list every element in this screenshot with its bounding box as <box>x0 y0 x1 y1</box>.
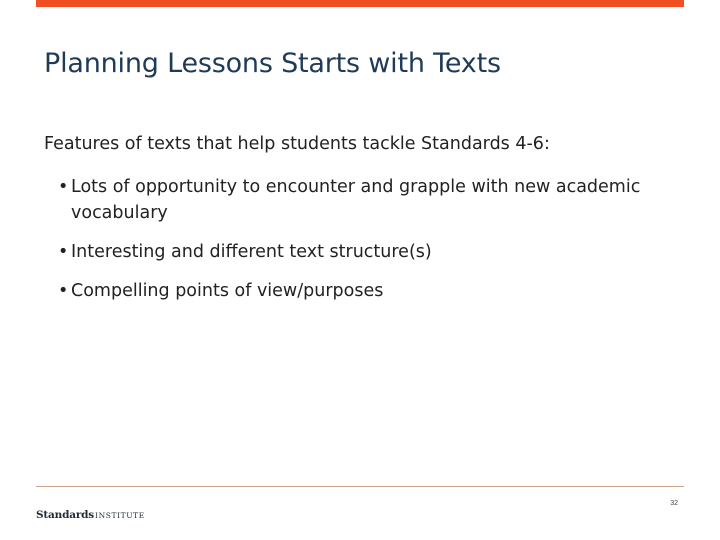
list-item <box>58 174 668 226</box>
top-accent-bar <box>36 0 684 7</box>
standards-institute-logo <box>36 505 145 523</box>
bullet-text: Compelling points of view/purposes <box>71 281 384 301</box>
bullet-icon: • <box>58 177 69 197</box>
bullet-icon: • <box>58 281 69 301</box>
bullet-text: Lots of opportunity to encounter and grapple with new academic vocabulary <box>71 177 641 223</box>
list-item <box>58 278 668 304</box>
bullet-icon: • <box>58 242 69 262</box>
logo-sub-text: INSTITUTE <box>95 511 145 520</box>
page-number: 32 <box>670 500 678 507</box>
slide-title: Planning Lessons Starts with Texts <box>44 48 501 79</box>
footer-divider <box>36 486 684 487</box>
bullet-text: Interesting and different text structure(s) <box>71 242 432 262</box>
intro-text: Features of texts that help students tackle Standards 4-6: <box>44 134 550 154</box>
logo-main-text: Standards <box>36 509 95 521</box>
list-item <box>58 239 668 265</box>
bullet-list <box>58 174 668 317</box>
